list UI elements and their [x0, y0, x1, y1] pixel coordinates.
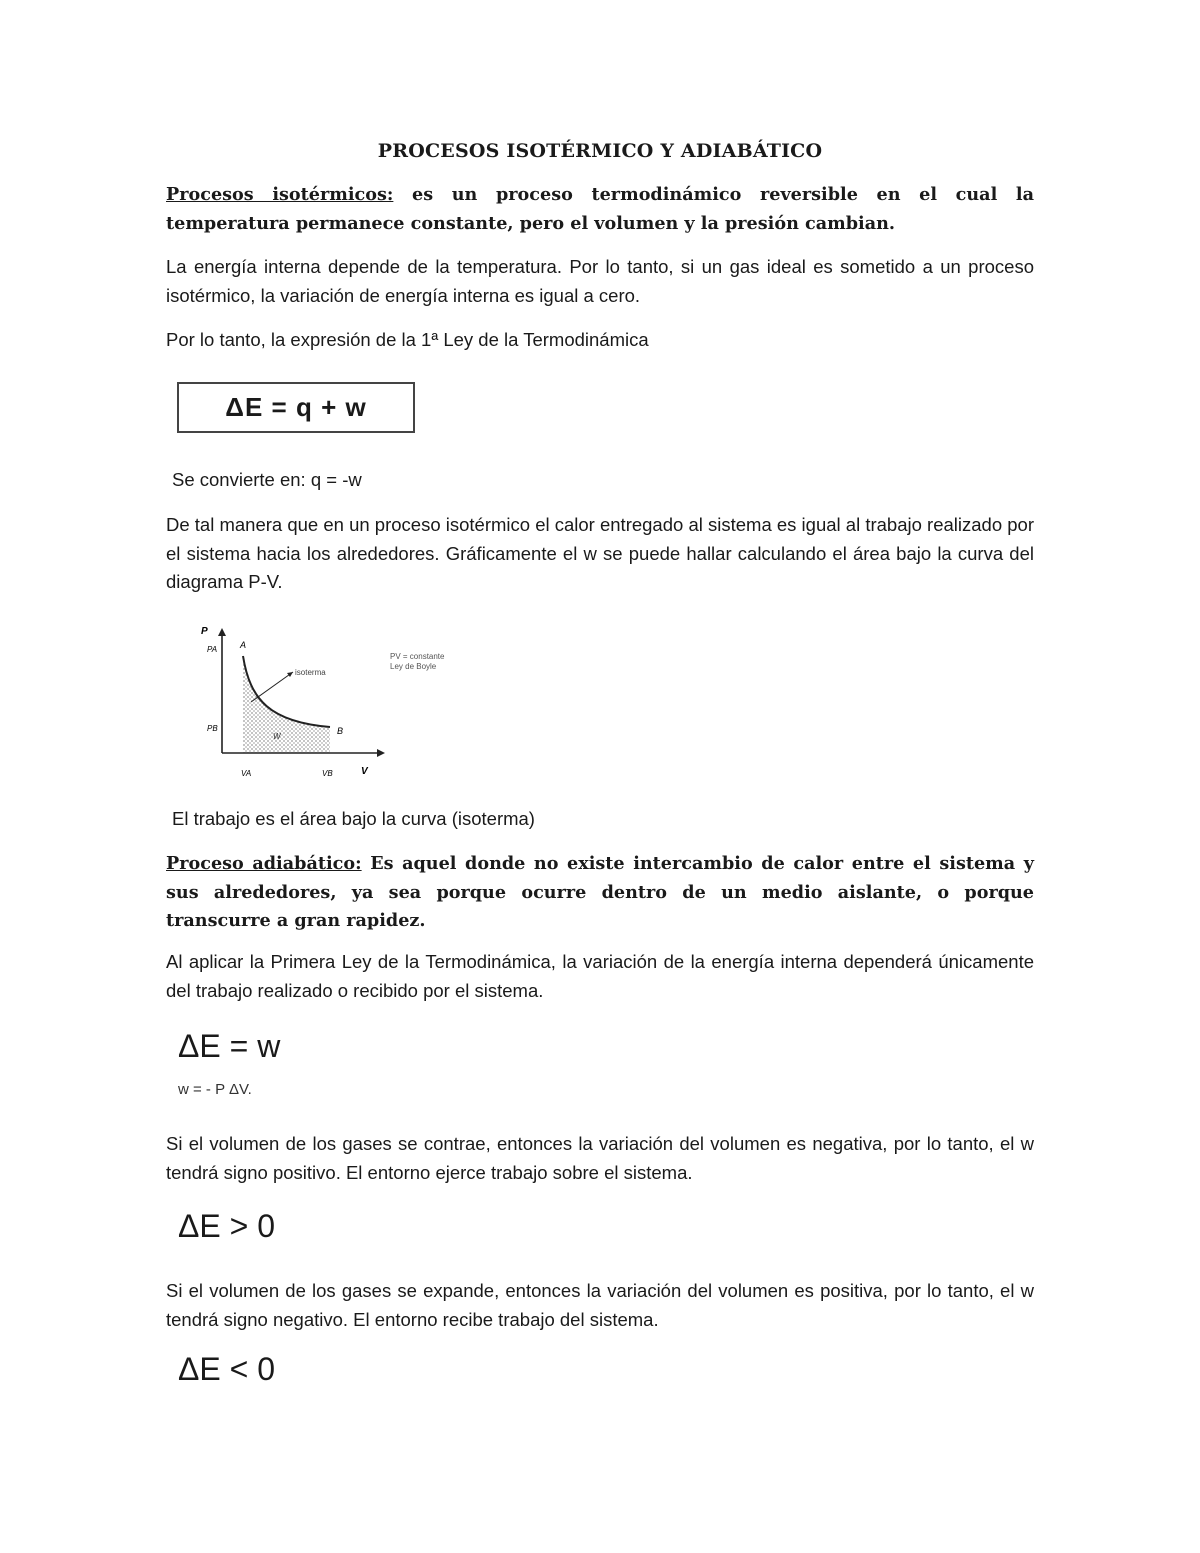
boyle-note-line2: Ley de Boyle — [390, 662, 437, 671]
p-axis-label: P — [201, 626, 208, 637]
va-label: VA — [241, 769, 252, 778]
adiabatic-definition-text: Es aquel donde no existe intercambio de calor entre el sistema y sus alrededores, ya sea porque ocurre dentro de un medio aislante, o porque transcurre a gran rapidez. — [166, 853, 1034, 931]
equation-work-definition: w = - P ΔV. — [178, 1081, 252, 1098]
v-axis-label: V — [361, 766, 368, 777]
first-law-equation-box: ΔE = q + w — [177, 382, 415, 433]
diagram-caption: El trabajo es el área bajo la curva (isoterma) — [172, 808, 535, 829]
equation-delta-e-positive: ΔE > 0 — [178, 1208, 275, 1244]
equation-delta-e-equals-w: ΔE = w — [178, 1028, 281, 1064]
vb-label: VB — [322, 769, 333, 778]
pv-diagram — [195, 620, 475, 790]
isothermal-definition — [166, 181, 1034, 238]
converted-equation: Se convierte en: q = -w — [172, 469, 362, 490]
isothermal-definition-text: es un proceso termodinámico reversible en el cual la temperatura permanece constante, pero el volumen y la presión cambian. — [166, 184, 1034, 234]
pb-label: PB — [207, 724, 218, 733]
pa-label: PA — [207, 645, 218, 654]
boyle-note-line1: PV = constante — [390, 652, 445, 661]
p-axis-arrow — [218, 628, 226, 636]
isoterma-label: isoterma — [295, 668, 326, 677]
page-title: PROCESOS ISOTÉRMICO Y ADIABÁTICO — [377, 140, 823, 162]
isothermal-term: Procesos isotérmicos: — [166, 184, 394, 205]
isoterma-pointer — [251, 672, 293, 702]
point-b-label: B — [337, 726, 344, 736]
adiabatic-paragraph-2: Si el volumen de los gases se contrae, entonces la variación del volumen es negativa, por lo tanto, el w tendrá signo positivo. El entorno ejerce trabajo sobre el sistema. — [166, 1133, 1034, 1183]
equation-delta-e-negative: ΔE < 0 — [178, 1351, 275, 1387]
work-label: W — [273, 732, 281, 741]
adiabatic-paragraph-3: Si el volumen de los gases se expande, entonces la variación del volumen es positiva, por lo tanto, el w tendrá signo negativo. El entorno recibe trabajo del sistema. — [166, 1280, 1034, 1330]
isothermal-paragraph-1: La energía interna depende de la temperatura. Por lo tanto, si un gas ideal es sometido a un proceso isotérmico, la variación de energía interna es igual a cero. — [166, 256, 1034, 306]
isothermal-paragraph-3: De tal manera que en un proceso isotérmico el calor entregado al sistema es igual al trabajo realizado por el sistema hacia los alrededores. Gráficamente el w se puede hallar calculando el área bajo la curva del diagrama P-V. — [166, 514, 1034, 592]
isothermal-paragraph-2: Por lo tanto, la expresión de la 1ª Ley de la Termodinámica — [166, 329, 649, 350]
adiabatic-paragraph-1: Al aplicar la Primera Ley de la Termodinámica, la variación de la energía interna dependerá únicamente del trabajo realizado o recibido por el sistema. — [166, 951, 1034, 1001]
adiabatic-term: Proceso adiabático: — [166, 853, 362, 874]
v-axis-arrow — [377, 749, 385, 757]
adiabatic-definition — [166, 850, 1034, 936]
point-a-label: A — [240, 640, 247, 650]
